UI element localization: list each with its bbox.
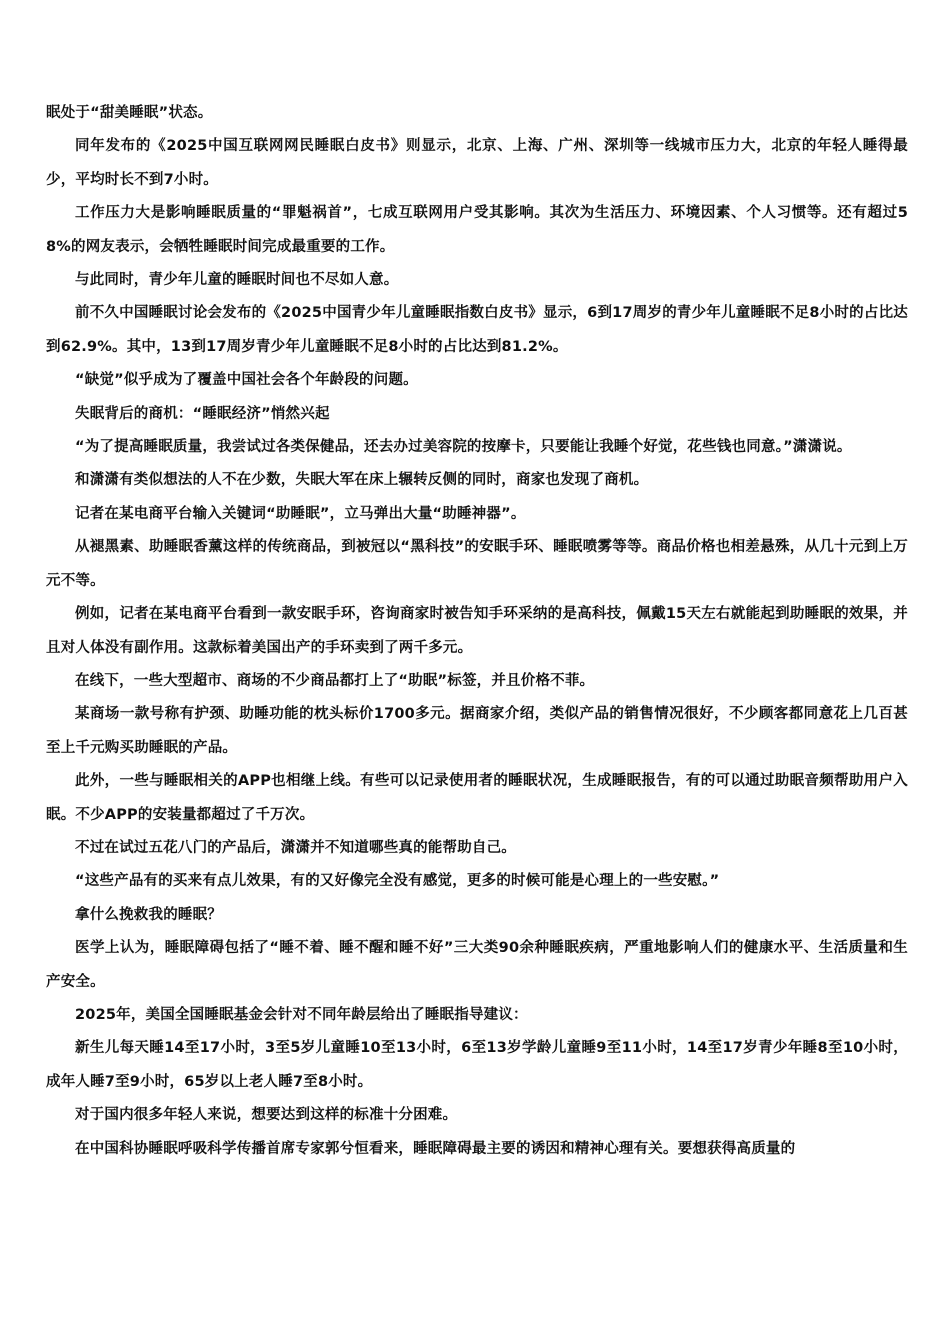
paragraph-22: 对于国内很多年轻人来说，想要达到这样的标准十分困难。 [75, 1107, 458, 1124]
section-heading-save-sleep: 拿什么挽救我的睡眠？ [75, 906, 222, 923]
paragraph-23: 在中国科协睡眠呼吸科学传播首席专家郭兮恒看来，睡眠障碍最主要的诱因和精神心理有关。要想获得高质量的 [75, 1140, 796, 1157]
paragraph-21: 新生儿每天睡14至17小时，3至5岁儿童睡10至13小时，6至13岁学龄儿童睡9至11小时，14至17岁青少年睡8至10小时，成年人睡7至9小时，65岁以上老人睡7至8小时。 [46, 1040, 908, 1090]
paragraph-12: 例如，记者在某电商平台看到一款安眠手环，咨询商家时被告知手环采纳的是高科技，佩戴15天左右就能起到助睡眠的效果，并且对人体没有副作用。这款标着美国出产的手环卖到了两千多元。 [46, 606, 908, 656]
paragraph-11: 从褪黑素、助睡眠香薰这样的传统商品，到被冠以“黑科技”的安眠手环、睡眠喷雾等等。商品价格也相差悬殊，从几十元到上万元不等。 [46, 539, 908, 589]
article-body [46, 97, 908, 1166]
paragraph-13: 在线下，一些大型超市、商场的不少商品都打上了“助眠”标签，并且价格不菲。 [75, 672, 595, 689]
paragraph-10: 记者在某电商平台输入关键词“助睡眠”，立马弹出大量“助睡神器”。 [75, 505, 526, 522]
paragraph-20: 2025年，美国全国睡眠基金会针对不同年龄层给出了睡眠指导建议： [75, 1006, 528, 1023]
paragraph-2: 同年发布的《2025中国互联网网民睡眠白皮书》则显示，北京、上海、广州、深圳等一线城市压力大，北京的年轻人睡得最少，平均时长不到7小时。 [46, 138, 908, 188]
paragraph-14: 某商场一款号称有护颈、助睡功能的枕头标价1700多元。据商家介绍，类似产品的销售情况很好，不少顾客都同意花上几百甚至上千元购买助睡眠的产品。 [46, 706, 908, 756]
section-heading-sleep-economy: 失眠背后的商机：“睡眠经济”悄然兴起 [75, 405, 330, 422]
paragraph-1: 眠处于“甜美睡眠”状态。 [46, 105, 213, 121]
paragraph-8: “为了提高睡眠质量，我尝试过各类保健品，还去办过美容院的按摩卡，只要能让我睡个好觉，花些钱也同意。”潇潇说。 [75, 439, 852, 456]
paragraph-15: 此外，一些与睡眠相关的APP也相继上线。有些可以记录使用者的睡眠状况，生成睡眠报告，有的可以通过助眠音频帮助用户入眠。不少APP的安装量都超过了千万次。 [46, 773, 908, 823]
paragraph-16: 不过在试过五花八门的产品后，潇潇并不知道哪些真的能帮助自己。 [75, 839, 516, 856]
paragraph-5: 前不久中国睡眠讨论会发布的《2025中国青少年儿童睡眠指数白皮书》显示，6到17周岁的青少年儿童睡眠不足8小时的占比达到62.9%。其中，13到17周岁青少年儿童睡眠不足8小时的占比达到81.2%。 [46, 305, 908, 355]
paragraph-19: 医学上认为，睡眠障碍包括了“睡不着、睡不醒和睡不好”三大类90余种睡眠疾病，严重地影响人们的健康水平、生活质量和生产安全。 [46, 940, 908, 990]
paragraph-6: “缺觉”似乎成为了覆盖中国社会各个年龄段的问题。 [75, 372, 418, 389]
paragraph-9: 和潇潇有类似想法的人不在少数，失眠大军在床上辗转反侧的同时，商家也发现了商机。 [75, 472, 649, 489]
paragraph-17: “这些产品有的买来有点儿效果，有的又好像完全没有感觉，更多的时候可能是心理上的一些安慰。” [75, 873, 720, 890]
paragraph-4: 与此同时，青少年儿童的睡眠时间也不尽如人意。 [75, 272, 399, 289]
paragraph-3: 工作压力大是影响睡眠质量的“罪魁祸首”，七成互联网用户受其影响。其次为生活压力、环境因素、个人习惯等。还有超过58%的网友表示，会牺牲睡眠时间完成最重要的工作。 [46, 205, 908, 255]
